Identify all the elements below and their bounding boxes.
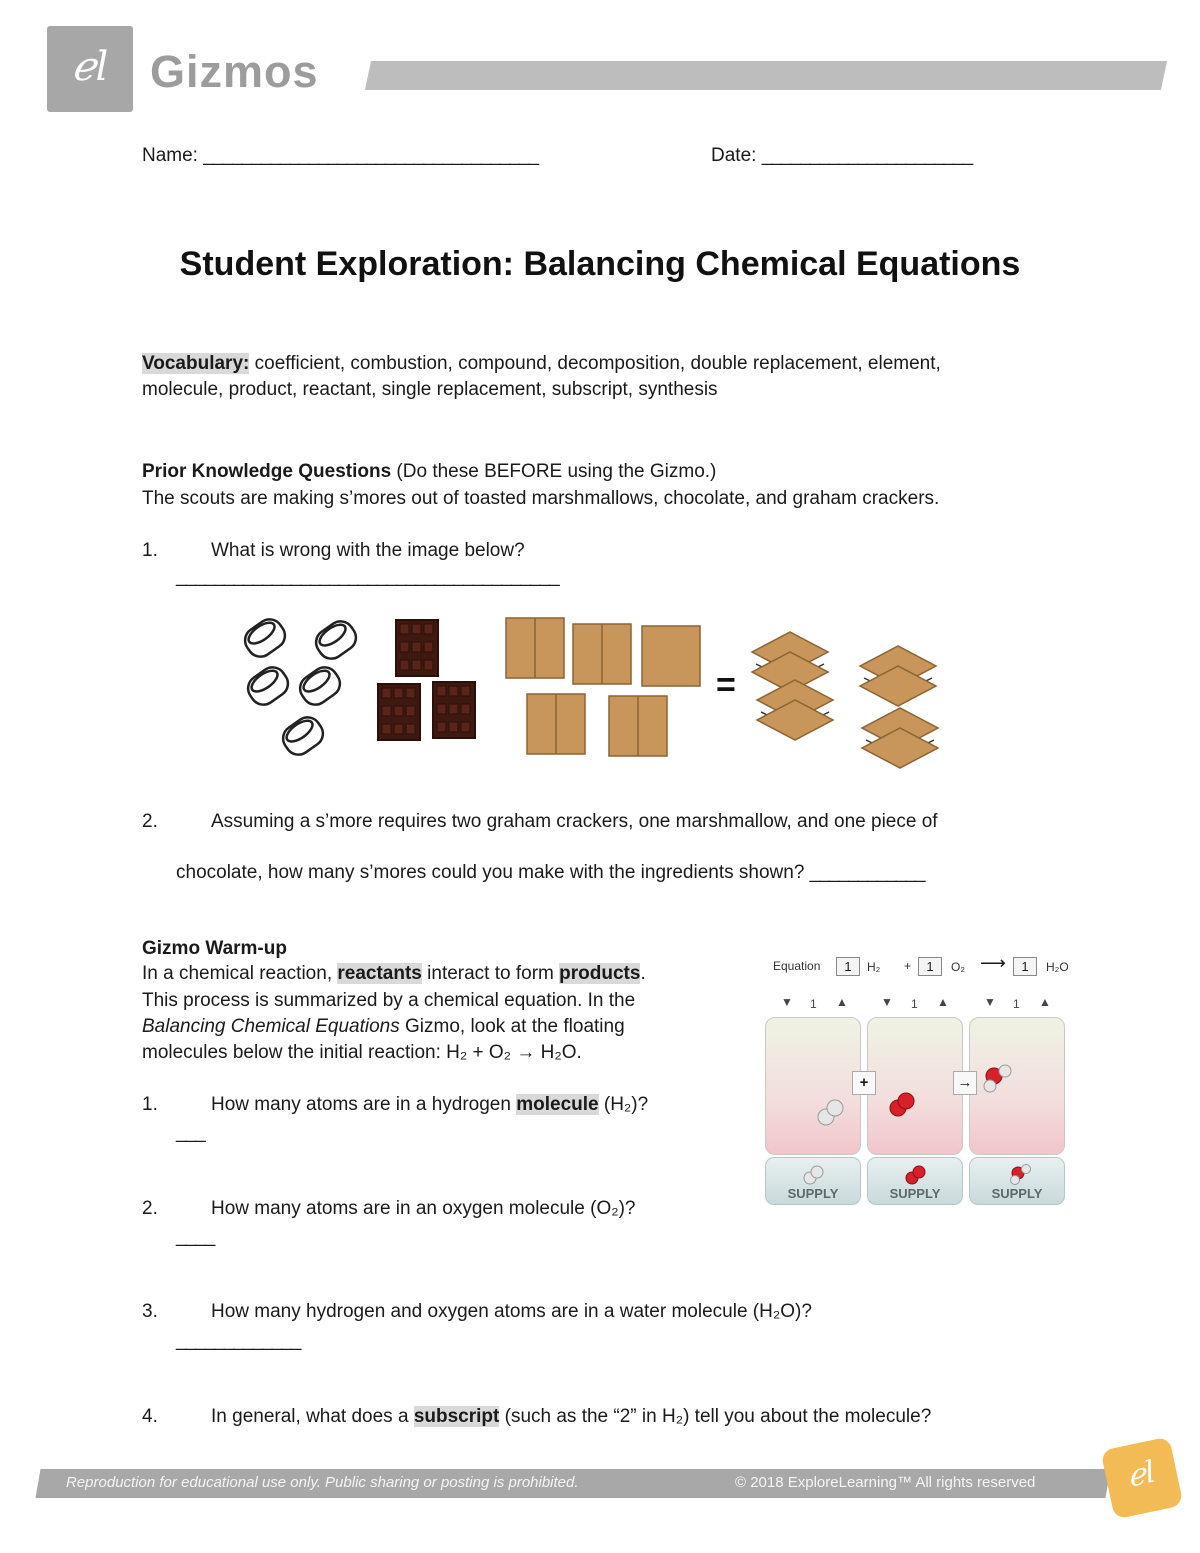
prior-question-2-continued bbox=[176, 862, 924, 884]
question-number: 1. bbox=[142, 1094, 158, 1115]
chevron-up-icon[interactable]: ▲ bbox=[836, 995, 848, 1009]
chevron-up-icon[interactable]: ▲ bbox=[937, 995, 949, 1009]
supply-h2o[interactable] bbox=[969, 1157, 1065, 1205]
supply-h2[interactable] bbox=[765, 1157, 861, 1205]
equation-label: Equation bbox=[773, 959, 821, 973]
warmup-answer-1[interactable]: ___ bbox=[176, 1122, 205, 1143]
page-title: Student Exploration: Balancing Chemical Equations bbox=[179, 245, 1021, 283]
oxygen-molecule-icon bbox=[888, 1090, 918, 1120]
wq4-post: (such as the “2” in H₂) tell you about the molecule? bbox=[499, 1406, 932, 1427]
prior-knowledge-heading bbox=[142, 461, 716, 483]
question-number: 4. bbox=[142, 1406, 158, 1427]
plus-sign: + bbox=[904, 959, 912, 973]
warmup-p1b: interact to form bbox=[421, 963, 560, 984]
arrow-icon: ⟶ bbox=[980, 953, 1006, 973]
warmup-paragraph-3 bbox=[142, 1016, 625, 1038]
question-number: 2. bbox=[142, 811, 158, 832]
warmup-paragraph-2: This process is summarized by a chemical equation. In the bbox=[142, 990, 636, 1011]
prior-heading-note: (Do these BEFORE using the Gizmo.) bbox=[391, 461, 717, 482]
explorelearning-logo bbox=[47, 26, 133, 112]
plus-operator: + bbox=[852, 1071, 876, 1095]
product-chamber bbox=[969, 1017, 1065, 1155]
supply-label: SUPPLY bbox=[991, 1186, 1043, 1201]
reactant-2-chamber bbox=[867, 1017, 963, 1155]
question-number: 2. bbox=[142, 1198, 158, 1219]
prior-answer-1[interactable]: ________________________________________ bbox=[176, 566, 559, 587]
species-o2: O₂ bbox=[951, 960, 965, 974]
hydrogen-molecule-icon bbox=[816, 1098, 846, 1128]
water-molecule-icon bbox=[980, 1062, 1014, 1094]
reactant-1-chamber bbox=[765, 1017, 861, 1155]
coefficient-h2[interactable]: 1 bbox=[836, 957, 860, 976]
date-field[interactable] bbox=[711, 145, 972, 167]
warmup-question-1 bbox=[211, 1094, 648, 1116]
header-bar bbox=[365, 61, 1167, 90]
marshmallow-group bbox=[240, 614, 361, 760]
warmup-answer-2[interactable]: ____ bbox=[176, 1226, 215, 1247]
smores-image bbox=[230, 610, 960, 770]
chevron-down-icon[interactable]: ▼ bbox=[881, 995, 893, 1009]
prior-intro: The scouts are making s’mores out of toasted marshmallows, chocolate, and graham crackers. bbox=[142, 488, 940, 509]
wq1-pre: How many atoms are in a hydrogen bbox=[211, 1094, 517, 1115]
vocabulary-line-2: molecule, product, reactant, single replacement, subscript, synthesis bbox=[142, 379, 718, 400]
footer-logo-glyph: ℯl bbox=[1124, 1454, 1159, 1495]
vocabulary-text-1: coefficient, combustion, compound, decomposition, double replacement, element, bbox=[249, 353, 941, 374]
supply-label: SUPPLY bbox=[889, 1186, 941, 1201]
arrow-operator: → bbox=[953, 1071, 977, 1095]
chevron-up-icon[interactable]: ▲ bbox=[1039, 995, 1051, 1009]
warmup-question-3: How many hydrogen and oxygen atoms are in a water molecule (H₂O)? bbox=[211, 1301, 812, 1322]
chevron-down-icon[interactable]: ▼ bbox=[781, 995, 793, 1009]
date-label: Date: bbox=[711, 145, 757, 166]
prior-question-1: What is wrong with the image below? bbox=[211, 540, 525, 561]
prior-question-2: Assuming a s’more requires two graham crackers, one marshmallow, and one piece of bbox=[211, 811, 938, 832]
chevron-down-icon[interactable]: ▼ bbox=[984, 995, 996, 1009]
hydrogen-molecule-icon bbox=[802, 1164, 826, 1186]
coefficient-h2o[interactable]: 1 bbox=[1013, 957, 1037, 976]
prior-heading-bold: Prior Knowledge Questions bbox=[142, 461, 392, 482]
vocabulary-line-1 bbox=[142, 353, 941, 375]
name-label: Name: bbox=[142, 145, 198, 166]
warmup-answer-3[interactable]: _____________ bbox=[176, 1330, 301, 1351]
term-reactants: reactants bbox=[337, 963, 422, 984]
warmup-paragraph-4: molecules below the initial reaction: H₂ + O₂ → H₂O. bbox=[142, 1042, 582, 1063]
counter-value: 1 bbox=[911, 997, 918, 1011]
warmup-paragraph-1 bbox=[142, 963, 646, 985]
warmup-p1a: In a chemical reaction, bbox=[142, 963, 338, 984]
graham-cracker-group bbox=[506, 618, 700, 756]
coefficient-o2[interactable]: 1 bbox=[918, 957, 942, 976]
question-number: 3. bbox=[142, 1301, 158, 1322]
term-subscript: subscript bbox=[413, 1406, 500, 1427]
supply-o2[interactable] bbox=[867, 1157, 963, 1205]
wq1-post: (H₂)? bbox=[598, 1094, 649, 1115]
wq4-pre: In general, what does a bbox=[211, 1406, 414, 1427]
warmup-heading: Gizmo Warm-up bbox=[142, 938, 287, 959]
prior-question-2-text2: chocolate, how many s’mores could you make with the ingredients shown? bbox=[176, 862, 805, 883]
logo-glyph: ℯl bbox=[71, 44, 109, 90]
date-blank[interactable]: ______________________ bbox=[761, 145, 973, 166]
warmup-question-4 bbox=[211, 1406, 931, 1428]
species-h2o: H₂O bbox=[1046, 960, 1069, 974]
name-blank[interactable]: ___________________________________ bbox=[203, 145, 539, 166]
name-field[interactable] bbox=[142, 145, 538, 167]
oxygen-molecule-icon bbox=[904, 1164, 928, 1186]
vocabulary-label: Vocabulary: bbox=[142, 353, 250, 374]
supply-label: SUPPLY bbox=[787, 1186, 839, 1201]
gizmo-name: Balancing Chemical Equations bbox=[142, 1016, 400, 1037]
counter-value: 1 bbox=[1013, 997, 1020, 1011]
brand-name: Gizmos bbox=[150, 46, 319, 97]
water-molecule-icon bbox=[1006, 1162, 1032, 1186]
smore-group bbox=[752, 632, 938, 768]
question-number: 1. bbox=[142, 540, 158, 561]
explorelearning-logo bbox=[1100, 1436, 1183, 1519]
warmup-question-2: How many atoms are in an oxygen molecule (O₂)? bbox=[211, 1198, 636, 1219]
term-products: products bbox=[559, 963, 641, 984]
footer-disclaimer: Reproduction for educational use only. Public sharing or posting is prohibited. bbox=[66, 1474, 579, 1491]
term-molecule: molecule bbox=[516, 1094, 599, 1115]
warmup-p1c: . bbox=[640, 963, 646, 984]
counter-value: 1 bbox=[810, 997, 817, 1011]
prior-answer-2[interactable]: ____________ bbox=[809, 862, 925, 883]
equals-sign: = bbox=[716, 666, 736, 704]
warmup-p3-rest: Gizmo, look at the floating bbox=[399, 1016, 625, 1037]
chocolate-group bbox=[378, 620, 475, 740]
footer-copyright: © 2018 ExploreLearning™ All rights reserved bbox=[735, 1474, 1036, 1491]
species-h2: H₂ bbox=[867, 960, 881, 974]
